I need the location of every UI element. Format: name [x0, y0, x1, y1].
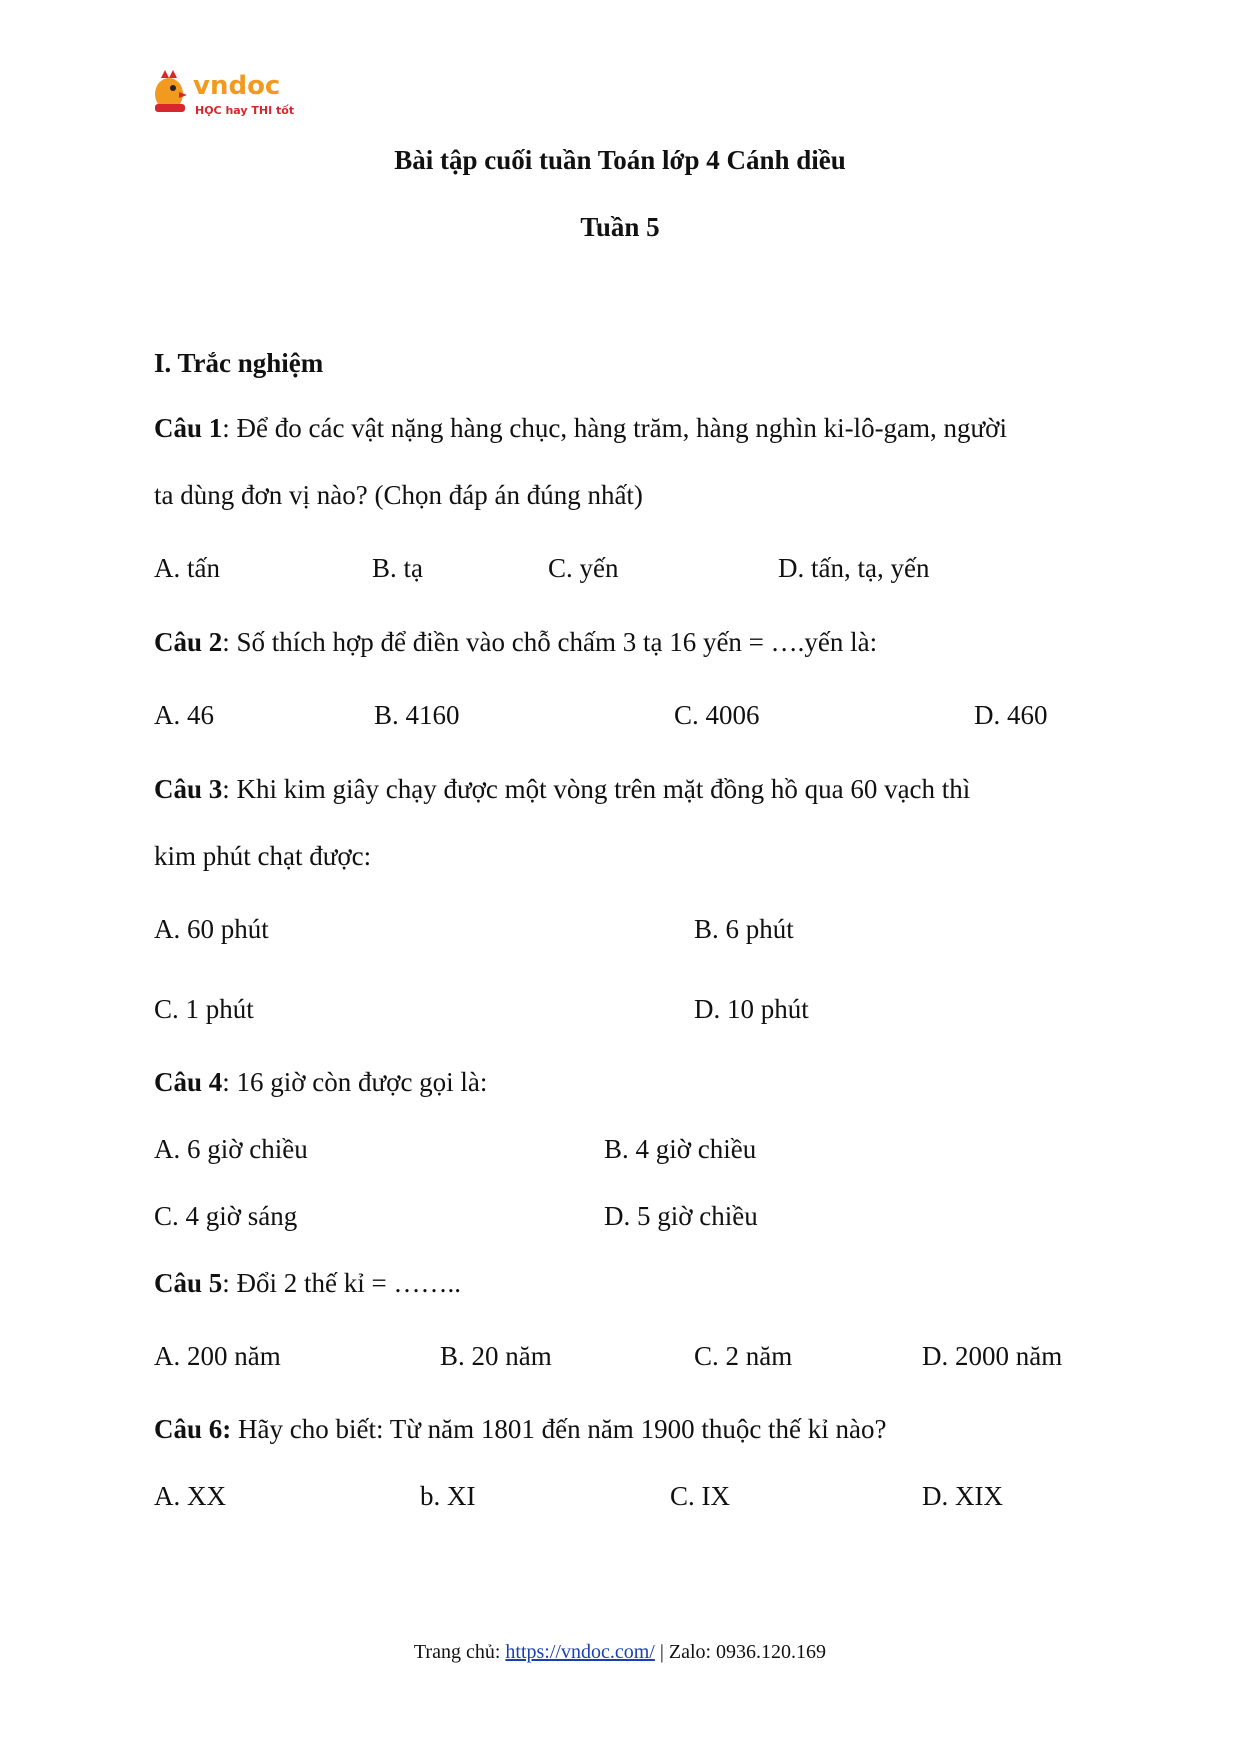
q5-option-c: C. 2 năm [694, 1341, 793, 1371]
q5-option-b: B. 20 năm [440, 1341, 552, 1371]
q6-option-c: C. IX [670, 1481, 730, 1511]
question-label: Câu 4 [154, 1067, 223, 1097]
question-text: : Khi kim giây chạy được một vòng trên mặt đồng hồ qua 60 vạch thì [222, 774, 971, 804]
question-6 [154, 1414, 887, 1445]
q4-option-b: B. 4 giờ chiều [604, 1134, 757, 1164]
question-text: : Để đo các vật nặng hàng chục, hàng trăm, hàng nghìn ki-lô-gam, người [222, 413, 1007, 443]
q3-option-d: D. 10 phút [694, 994, 809, 1024]
q4-option-a: A. 6 giờ chiều [154, 1134, 308, 1164]
vndoc-logo [153, 66, 313, 122]
q3-option-a: A. 60 phút [154, 914, 269, 944]
q1-option-c: C. yến [548, 553, 619, 583]
q1-option-a: A. tấn [154, 553, 220, 583]
q5-option-a: A. 200 năm [154, 1341, 281, 1371]
homepage-link[interactable]: https://vndoc.com/ [505, 1641, 655, 1663]
rooster-icon [153, 66, 313, 122]
q4-option-c: C. 4 giờ sáng [154, 1201, 298, 1231]
footer-prefix: Trang chủ: [413, 1641, 506, 1663]
question-label: Câu 6: [154, 1414, 232, 1444]
q6-option-a: A. XX [154, 1481, 226, 1511]
question-5 [154, 1268, 461, 1299]
q1-option-b: B. tạ [372, 553, 423, 583]
q2-option-a: A. 46 [154, 700, 214, 730]
question-text: : 16 giờ còn được gọi là: [222, 1067, 488, 1097]
question-3-cont: kim phút chạt được: [154, 841, 372, 871]
q3-option-c: C. 1 phút [154, 994, 254, 1024]
logo-text: vndoc [193, 71, 281, 101]
question-label: Câu 1 [154, 413, 223, 443]
section-heading: I. Trắc nghiệm [154, 348, 324, 378]
page-footer [0, 1641, 1240, 1664]
q4-option-d: D. 5 giờ chiều [604, 1201, 758, 1231]
question-1 [154, 413, 1007, 444]
logo-tagline: HỌC hay THI tốt [195, 104, 295, 117]
question-label: Câu 3 [154, 774, 223, 804]
q1-option-d: D. tấn, tạ, yến [778, 553, 930, 583]
q2-option-b: B. 4160 [374, 700, 460, 730]
question-text: : Số thích hợp để điền vào chỗ chấm 3 tạ 16 yến = ….yến là: [222, 627, 878, 657]
question-text: : Đổi 2 thế kỉ = …….. [222, 1268, 461, 1298]
question-text: Hãy cho biết: Từ năm 1801 đến năm 1900 thuộc thế kỉ nào? [231, 1414, 887, 1444]
q5-option-d: D. 2000 năm [922, 1341, 1063, 1371]
q3-option-b: B. 6 phút [694, 914, 794, 944]
page-title: Bài tập cuối tuần Toán lớp 4 Cánh diều [394, 145, 846, 175]
question-4 [154, 1067, 487, 1098]
q2-option-c: C. 4006 [674, 700, 760, 730]
q6-option-b: b. XI [420, 1481, 476, 1511]
page-subtitle: Tuần 5 [580, 212, 660, 242]
question-1-cont: ta dùng đơn vị nào? (Chọn đáp án đúng nhất) [154, 480, 643, 510]
question-3 [154, 774, 970, 805]
question-label: Câu 5 [154, 1268, 223, 1298]
footer-contact: | Zalo: 0936.120.169 [654, 1641, 827, 1663]
question-2 [154, 627, 877, 658]
q6-option-d: D. XIX [922, 1481, 1003, 1511]
q2-option-d: D. 460 [974, 700, 1048, 730]
question-label: Câu 2 [154, 627, 223, 657]
